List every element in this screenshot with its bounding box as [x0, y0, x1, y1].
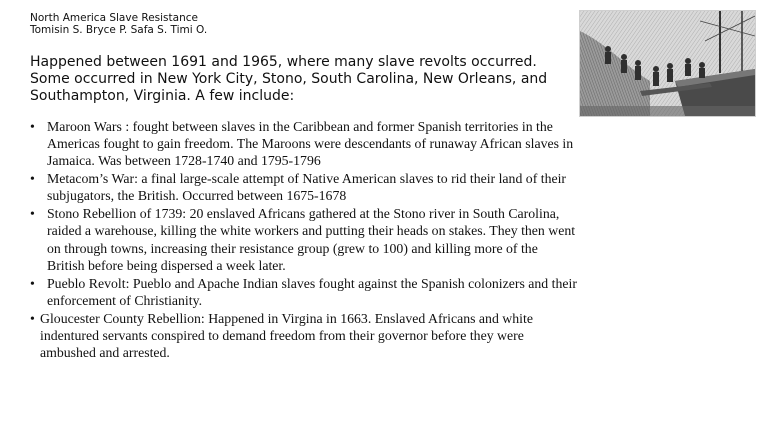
bullet-marker: •	[30, 171, 35, 187]
revolt-list	[30, 118, 578, 362]
intro-line-1: Happened between 1691 and 1965, where many slave revolts occurred.	[30, 54, 537, 70]
list-item-text: Gloucester County Rebellion: Happened in Virgina in 1663. Enslaved Africans and white indentured servants conspired to demand freedom from their governor before they were ambushed and arrested.	[40, 310, 533, 361]
list-item	[30, 170, 578, 204]
slide-header	[30, 12, 207, 36]
list-item-text: Pueblo Revolt: Pueblo and Apache Indian slaves fought against the Spanish colonizers and their enforcement of Christianity.	[47, 275, 577, 308]
list-item	[30, 310, 578, 362]
slide-authors: Tomisin S. Bryce P. Safa S. Timi O.	[30, 24, 208, 36]
list-item	[30, 118, 578, 170]
bullet-marker: •	[30, 275, 35, 291]
list-item-text: Stono Rebellion of 1739: 20 enslaved Africans gathered at the Stono river in South Carolina, raided a warehouse, killing the white workers and putting their heads on stakes. They then went on through towns, increasing their resistance group (grew to 100) and killing more of the British before being dispersed a week later.	[47, 206, 576, 273]
bullet-marker: •	[30, 310, 35, 326]
bullet-marker: •	[30, 119, 35, 134]
list-item-text: Maroon Wars : fought between slaves in the Caribbean and former Spanish territories in the Americas fought to gain freedom. The Maroons were descendants of runaway African slaves in Jamaica. Was between 1728-1740 and 1795-1796	[47, 119, 574, 169]
intro-line-2: Some occurred in New York City, Stono, South Carolina, New Orleans, and Southampton, Virginia. A few include:	[30, 71, 548, 104]
list-item-text: Metacom’s War: a final large-scale attempt of Native American slaves to rid their land of their subjugators, the British. Occurred between 1675-1678	[47, 171, 567, 204]
bullet-marker: •	[30, 206, 35, 222]
engraving-illustration	[580, 11, 755, 116]
list-item	[30, 275, 578, 309]
historical-engraving-image	[579, 10, 756, 117]
slide-title: North America Slave Resistance	[30, 12, 198, 24]
intro-text	[30, 54, 550, 105]
list-item	[30, 205, 578, 274]
